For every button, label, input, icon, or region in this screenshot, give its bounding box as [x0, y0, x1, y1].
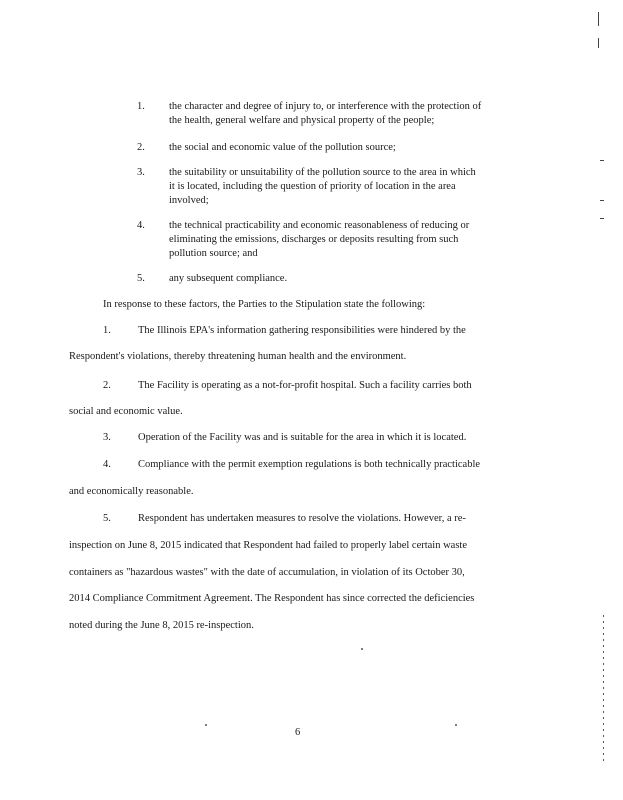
factor-4-line-3: pollution source; and	[169, 248, 258, 259]
response-5-line-5: noted during the June 8, 2015 re-inspection.	[69, 620, 254, 631]
factor-5-line-1: any subsequent compliance.	[169, 273, 288, 284]
scan-edge	[603, 615, 604, 765]
response-2-number: 2.	[103, 380, 111, 391]
response-5-line-4: 2014 Compliance Commitment Agreement. The Respondent has since corrected the deficiencies	[69, 593, 475, 604]
response-4-line-2: and economically reasonable.	[69, 486, 194, 497]
factor-3-line-3: involved;	[169, 195, 209, 206]
scan-mark	[598, 12, 599, 26]
response-1-line-2: Respondent's violations, thereby threatening human health and the environment.	[69, 351, 407, 362]
factor-3-number: 3.	[137, 167, 145, 178]
response-2-line-1: The Facility is operating as a not-for-profit hospital. Such a facility carries both	[138, 380, 472, 391]
factor-1-line-2: the health, general welfare and physical property of the people;	[169, 115, 435, 126]
factor-4-number: 4.	[137, 220, 145, 231]
factor-2-number: 2.	[137, 142, 145, 153]
factor-2-line-1: the social and economic value of the pollution source;	[169, 142, 396, 153]
response-4-line-1: Compliance with the permit exemption regulations is both technically practicable	[138, 459, 481, 470]
scan-speck	[455, 724, 457, 726]
factor-4-line-2: eliminating the emissions, discharges or deposits resulting from such	[169, 234, 459, 245]
factor-3-line-1: the suitability or unsuitability of the pollution source to the area in which	[169, 167, 476, 178]
factor-4-line-1: the technical practicability and economic reasonableness of reducing or	[169, 220, 470, 231]
response-5-number: 5.	[103, 513, 111, 524]
factor-1-line-1: the character and degree of injury to, or interference with the protection of	[169, 101, 482, 112]
response-5-line-1: Respondent has undertaken measures to resolve the violations. However, a re-	[138, 513, 466, 524]
scan-speck	[361, 648, 363, 650]
scan-mark	[598, 38, 599, 48]
response-1-line-1: The Illinois EPA's information gathering responsibilities were hindered by the	[138, 325, 466, 336]
response-4-number: 4.	[103, 459, 111, 470]
response-5-line-3: containers as "hazardous wastes" with the date of accumulation, in violation of its October 30,	[69, 567, 465, 578]
response-3-line-1: Operation of the Facility was and is suitable for the area in which it is located.	[138, 432, 467, 443]
factor-1-number: 1.	[137, 101, 145, 112]
factor-3-line-2: it is located, including the question of priority of location in the area	[169, 181, 456, 192]
scan-mark	[600, 218, 604, 219]
scan-mark	[600, 200, 604, 201]
response-1-number: 1.	[103, 325, 111, 336]
response-5-line-2: inspection on June 8, 2015 indicated that Respondent had failed to properly label certain waste	[69, 540, 468, 551]
scan-speck	[205, 724, 207, 726]
factor-5-number: 5.	[137, 273, 145, 284]
response-3-number: 3.	[103, 432, 111, 443]
response-2-line-2: social and economic value.	[69, 406, 183, 417]
response-intro: In response to these factors, the Parties to the Stipulation state the following:	[103, 299, 426, 310]
page-number: 6	[295, 727, 301, 738]
scan-mark	[600, 160, 604, 161]
